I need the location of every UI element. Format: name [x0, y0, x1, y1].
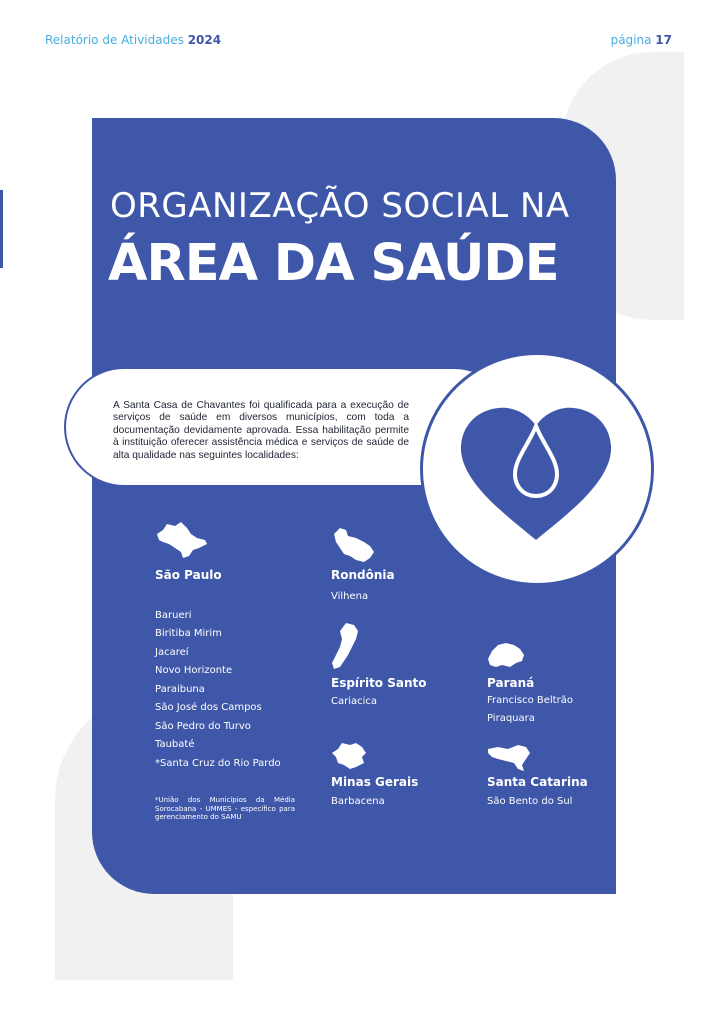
state-name-parana: Paraná [487, 676, 535, 690]
state-name-espirito-santo: Espírito Santo [331, 676, 427, 690]
city-item: Paraibuna [155, 684, 205, 695]
state-santa-catarina [486, 743, 532, 773]
city-item: São Bento do Sul [487, 796, 573, 807]
city-item: Novo Horizonte [155, 665, 233, 676]
state-parana [486, 641, 526, 669]
minas-gerais-map-icon [330, 741, 368, 771]
page-number: 17 [655, 33, 672, 47]
title-line-2: ÁREA DA SAÚDE [108, 234, 559, 293]
footnote: *União dos Municípios da Média Sorocabana - UMMES - específico para gerenciamento do SAMU [155, 796, 295, 822]
state-sao-paulo [155, 520, 209, 560]
intro-text: A Santa Casa de Chavantes foi qualificada para a execução de serviços de saúde em diversos municípios, com toda a documentação devidamente aprovada. Essa habilitação permite à instituição oferecer assistência médica e serviços de saúde de alta qualidade nas seguintes localidades: [113, 400, 409, 461]
sao-paulo-map-icon [155, 520, 209, 560]
report-title-header [45, 33, 221, 47]
state-name-rondonia: Rondônia [331, 568, 395, 582]
state-espirito-santo [330, 621, 362, 671]
report-title: Relatório de Atividades [45, 33, 184, 47]
state-name-minas-gerais: Minas Gerais [331, 775, 419, 789]
espirito-santo-map-icon [330, 621, 362, 671]
state-name-sao-paulo: São Paulo [155, 568, 222, 582]
city-item: Taubaté [155, 739, 195, 750]
city-item: São José dos Campos [155, 702, 262, 713]
title-line-1: ORGANIZAÇÃO SOCIAL NA [110, 186, 570, 226]
report-year: 2024 [187, 33, 222, 47]
page-number-header [611, 33, 672, 47]
left-accent-bar [0, 190, 3, 268]
city-item: Barbacena [331, 796, 385, 807]
city-item: *Santa Cruz do Rio Pardo [155, 758, 281, 769]
city-item: Jacareí [155, 647, 189, 658]
city-item: Piraquara [487, 713, 535, 724]
state-rondonia [330, 526, 376, 564]
city-item: Cariacica [331, 696, 378, 707]
city-item: Vilhena [331, 591, 369, 602]
heart-drop-icon [455, 404, 617, 544]
city-item: Biritiba Mirim [155, 628, 222, 639]
parana-map-icon [486, 641, 526, 669]
city-item: Barueri [155, 610, 192, 621]
rondonia-map-icon [330, 526, 376, 564]
city-item: Francisco Beltrão [487, 695, 573, 706]
santa-catarina-map-icon [486, 743, 532, 773]
state-minas-gerais [330, 741, 368, 771]
state-name-santa-catarina: Santa Catarina [487, 775, 588, 789]
page-label: página [610, 33, 652, 47]
city-item: São Pedro do Turvo [155, 721, 251, 732]
